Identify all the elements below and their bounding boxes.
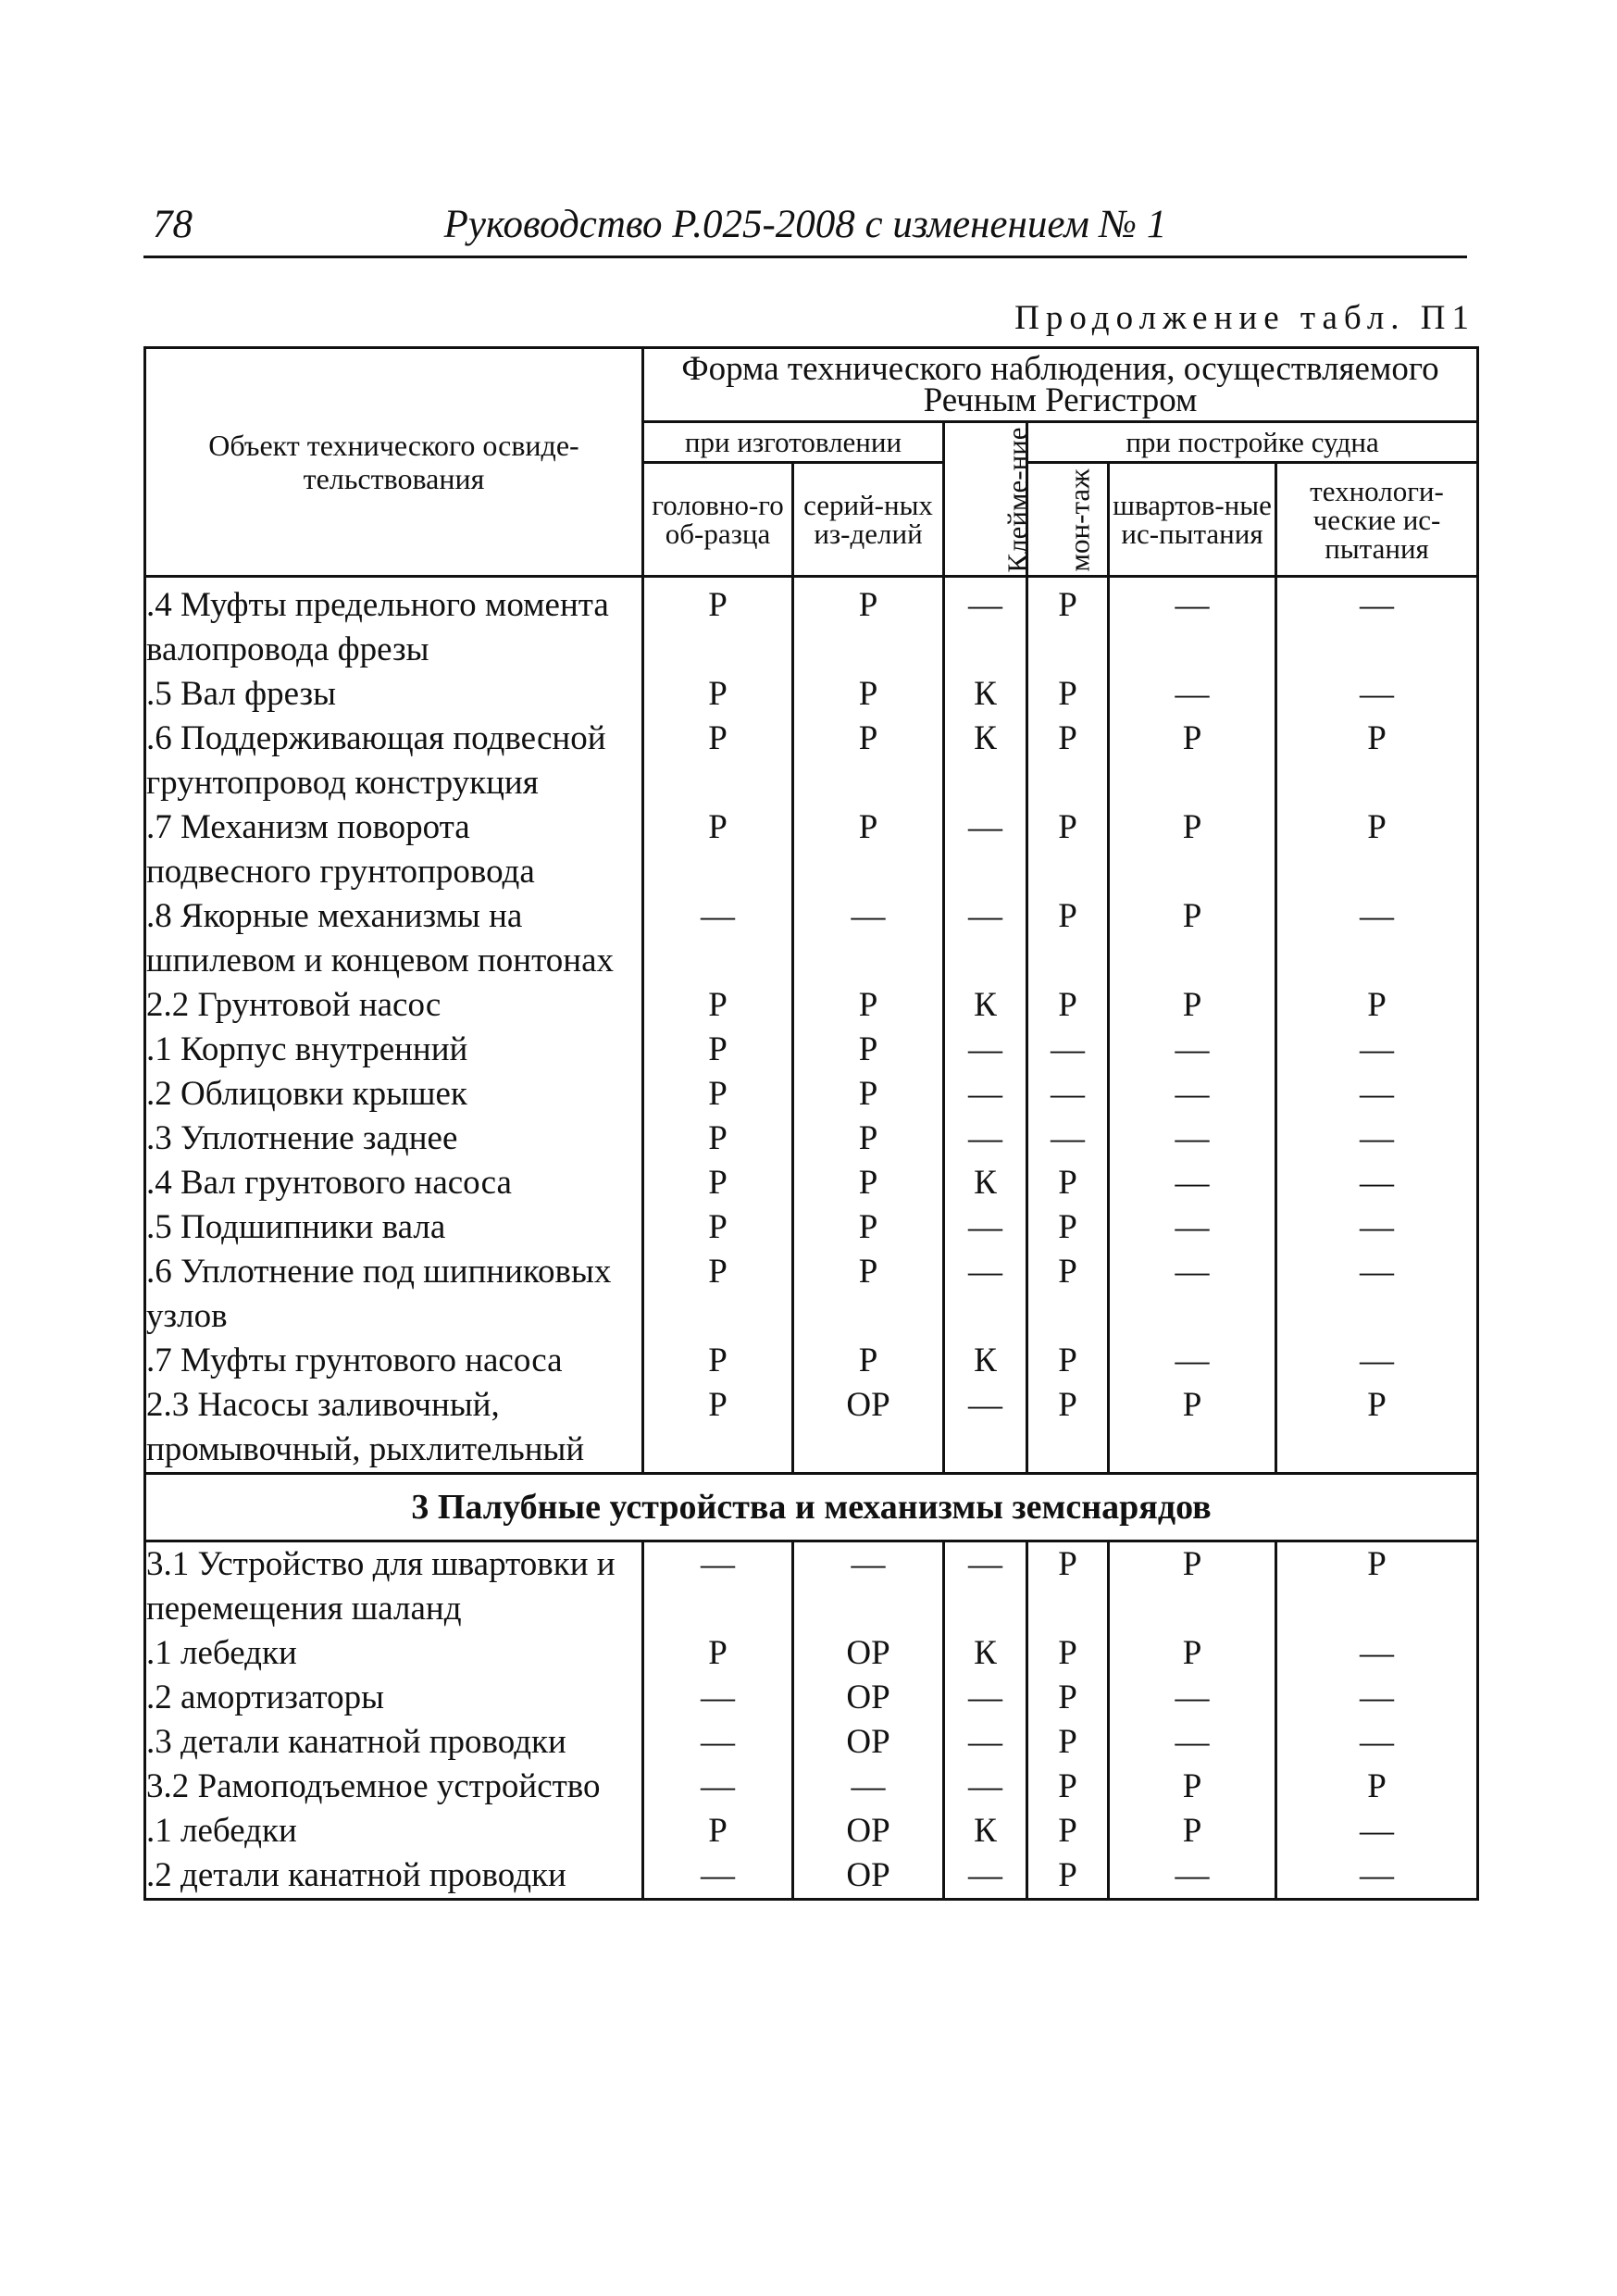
- row-value: Р: [1109, 1631, 1276, 1676]
- row-object-name: .5 Вал фрезы: [145, 672, 643, 717]
- row-object-name: 3.1 Устройство для швартовки и перемещения шаланд: [145, 1541, 643, 1632]
- row-value: Р: [643, 983, 793, 1028]
- row-value: —: [944, 1720, 1027, 1765]
- running-title: Руководство Р.025-2008 с изменением № 1: [443, 203, 1167, 246]
- row-value: Р: [643, 1250, 793, 1339]
- row-value: —: [1276, 1339, 1478, 1383]
- table-row: [145, 672, 1478, 717]
- row-value: Р: [1276, 1383, 1478, 1474]
- row-value: —: [944, 1541, 1027, 1632]
- row-value: —: [1109, 1117, 1276, 1161]
- row-value: —: [1276, 1028, 1478, 1072]
- row-value: —: [1276, 894, 1478, 983]
- row-value: Р: [1027, 805, 1109, 894]
- row-value: —: [1276, 1161, 1478, 1205]
- row-object-name: .6 Поддерживающая подвесной грунтопровод конструкция: [145, 717, 643, 805]
- row-value: —: [643, 1676, 793, 1720]
- row-value: Р: [1027, 983, 1109, 1028]
- row-value: Р: [643, 1205, 793, 1250]
- page-header: [143, 185, 1467, 258]
- table-row: [145, 1072, 1478, 1117]
- row-value: К: [944, 983, 1027, 1028]
- row-value: ОР: [793, 1676, 944, 1720]
- row-value: Р: [1027, 1161, 1109, 1205]
- row-value: —: [944, 577, 1027, 673]
- row-value: Р: [643, 1161, 793, 1205]
- row-value: —: [643, 894, 793, 983]
- table-row: [145, 1809, 1478, 1853]
- row-value: —: [1027, 1117, 1109, 1161]
- table-row: [145, 1631, 1478, 1676]
- table-continuation-caption: Продолжение табл. П1: [1014, 299, 1475, 337]
- row-value: —: [1109, 1072, 1276, 1117]
- stamp-header-label: Клейме-ние: [1001, 427, 1034, 573]
- row-value: Р: [1027, 577, 1109, 673]
- row-value: —: [1276, 1720, 1478, 1765]
- row-value: К: [944, 717, 1027, 805]
- row-value: Р: [793, 1117, 944, 1161]
- row-value: —: [944, 1117, 1027, 1161]
- section-row: [145, 1474, 1478, 1541]
- table-row: [145, 1720, 1478, 1765]
- manufacture-header: при изготовлении: [643, 422, 944, 463]
- row-value: ОР: [793, 1809, 944, 1853]
- row-value: —: [1109, 1028, 1276, 1072]
- row-value: —: [1109, 1720, 1276, 1765]
- row-object-name: .1 лебедки: [145, 1631, 643, 1676]
- row-value: —: [1276, 1809, 1478, 1853]
- row-value: Р: [643, 1809, 793, 1853]
- row-value: Р: [793, 1028, 944, 1072]
- row-value: —: [1276, 1631, 1478, 1676]
- row-value: ОР: [793, 1631, 944, 1676]
- row-value: Р: [1109, 805, 1276, 894]
- table-row: [145, 1339, 1478, 1383]
- row-value: —: [944, 1028, 1027, 1072]
- row-value: —: [1109, 1161, 1276, 1205]
- row-value: ОР: [793, 1853, 944, 1900]
- row-value: —: [1276, 672, 1478, 717]
- row-value: Р: [1027, 1383, 1109, 1474]
- col-mounting-label: мон-таж: [1063, 468, 1096, 572]
- stamp-header: [944, 422, 1034, 577]
- row-object-name: .8 Якорные механизмы на шпилевом и концевом понтонах: [145, 894, 643, 983]
- row-value: —: [1109, 1853, 1276, 1900]
- table-row: [145, 1028, 1478, 1072]
- row-value: —: [944, 805, 1027, 894]
- row-value: Р: [643, 717, 793, 805]
- row-value: —: [643, 1853, 793, 1900]
- row-value: Р: [793, 983, 944, 1028]
- row-value: —: [1276, 577, 1478, 673]
- table-row: [145, 983, 1478, 1028]
- row-value: —: [643, 1765, 793, 1809]
- row-value: —: [1109, 1676, 1276, 1720]
- row-object-name: .2 амортизаторы: [145, 1676, 643, 1720]
- row-value: Р: [643, 1339, 793, 1383]
- row-value: Р: [1276, 717, 1478, 805]
- row-object-name: .5 Подшипники вала: [145, 1205, 643, 1250]
- row-object-name: 2.3 Насосы заливочный, промывочный, рыхлительный: [145, 1383, 643, 1474]
- row-value: —: [793, 1765, 944, 1809]
- section-title: 3 Палубные устройства и механизмы земснарядов: [145, 1474, 1478, 1541]
- row-object-name: .1 Корпус внутренний: [145, 1028, 643, 1072]
- row-value: —: [1276, 1117, 1478, 1161]
- row-value: —: [1276, 1205, 1478, 1250]
- row-value: ОР: [793, 1720, 944, 1765]
- row-value: —: [793, 894, 944, 983]
- table-row: [145, 1383, 1478, 1474]
- row-value: ОР: [793, 1383, 944, 1474]
- inspection-table: [143, 346, 1479, 1901]
- table-row: [145, 1205, 1478, 1250]
- col-mounting: [1027, 463, 1109, 577]
- row-value: Р: [793, 1161, 944, 1205]
- row-value: Р: [793, 1250, 944, 1339]
- row-value: Р: [1109, 1809, 1276, 1853]
- row-value: Р: [793, 1339, 944, 1383]
- row-value: Р: [1109, 983, 1276, 1028]
- row-value: —: [944, 1676, 1027, 1720]
- table-row: [145, 1250, 1478, 1339]
- row-value: Р: [1027, 1205, 1109, 1250]
- construction-header: при постройке судна: [1027, 422, 1478, 463]
- row-value: —: [944, 1765, 1027, 1809]
- row-value: Р: [1109, 1541, 1276, 1632]
- row-value: Р: [1276, 805, 1478, 894]
- col-mooring-tests: швартов-ные ис-пытания: [1109, 463, 1276, 577]
- row-value: —: [944, 1853, 1027, 1900]
- row-value: —: [1276, 1072, 1478, 1117]
- row-object-name: 3.2 Рамоподъемное устройство: [145, 1765, 643, 1809]
- row-value: —: [1109, 1250, 1276, 1339]
- row-value: —: [793, 1541, 944, 1632]
- row-value: Р: [793, 577, 944, 673]
- row-object-name: .3 Уплотнение заднее: [145, 1117, 643, 1161]
- row-value: Р: [643, 1072, 793, 1117]
- row-value: Р: [1027, 1765, 1109, 1809]
- row-object-name: .7 Механизм поворота подвесного грунтопровода: [145, 805, 643, 894]
- table-row: [145, 1541, 1478, 1632]
- row-value: Р: [643, 1028, 793, 1072]
- row-value: Р: [643, 577, 793, 673]
- row-object-name: .4 Вал грунтового насоса: [145, 1161, 643, 1205]
- row-value: —: [643, 1720, 793, 1765]
- row-value: —: [1276, 1250, 1478, 1339]
- row-value: —: [944, 1205, 1027, 1250]
- row-value: К: [944, 1809, 1027, 1853]
- table-row: [145, 577, 1478, 673]
- row-value: Р: [1109, 1765, 1276, 1809]
- row-value: —: [1276, 1676, 1478, 1720]
- col-head-sample: головно-го об-разца: [643, 463, 793, 577]
- row-object-name: .7 Муфты грунтового насоса: [145, 1339, 643, 1383]
- row-value: К: [944, 672, 1027, 717]
- row-value: Р: [793, 1205, 944, 1250]
- row-value: —: [944, 894, 1027, 983]
- row-value: Р: [1027, 1541, 1109, 1632]
- row-value: —: [1027, 1072, 1109, 1117]
- row-value: —: [643, 1541, 793, 1632]
- row-value: К: [944, 1161, 1027, 1205]
- row-value: Р: [1109, 1383, 1276, 1474]
- row-value: Р: [643, 672, 793, 717]
- row-value: Р: [793, 672, 944, 717]
- table-row: [145, 894, 1478, 983]
- row-value: Р: [793, 1072, 944, 1117]
- object-column-header: Объект технического освиде-тельствования: [145, 348, 643, 577]
- row-value: Р: [643, 1383, 793, 1474]
- table-row: [145, 805, 1478, 894]
- row-value: Р: [1027, 1853, 1109, 1900]
- row-object-name: .2 детали канатной проводки: [145, 1853, 643, 1900]
- row-value: Р: [643, 1117, 793, 1161]
- col-serial: серий-ных из-делий: [793, 463, 944, 577]
- table-row: [145, 1161, 1478, 1205]
- row-value: К: [944, 1339, 1027, 1383]
- row-value: Р: [643, 805, 793, 894]
- table-row: [145, 1853, 1478, 1900]
- row-value: —: [1109, 1339, 1276, 1383]
- table-row: [145, 1117, 1478, 1161]
- row-value: Р: [643, 1631, 793, 1676]
- row-value: Р: [1276, 1765, 1478, 1809]
- row-value: —: [1276, 1853, 1478, 1900]
- row-value: Р: [1027, 717, 1109, 805]
- row-value: Р: [1109, 894, 1276, 983]
- row-value: —: [944, 1383, 1027, 1474]
- row-object-name: .3 детали канатной проводки: [145, 1720, 643, 1765]
- row-value: Р: [1027, 1809, 1109, 1853]
- table-row: [145, 717, 1478, 805]
- row-object-name: .1 лебедки: [145, 1809, 643, 1853]
- row-value: Р: [1109, 717, 1276, 805]
- col-tech-tests: технологи-ческие ис-пытания: [1276, 463, 1478, 577]
- row-object-name: .2 Облицовки крышек: [145, 1072, 643, 1117]
- row-object-name: .6 Уплотнение под шипниковых узлов: [145, 1250, 643, 1339]
- row-value: Р: [1027, 1250, 1109, 1339]
- row-object-name: 2.2 Грунтовой насос: [145, 983, 643, 1028]
- row-value: Р: [793, 805, 944, 894]
- page-number: 78: [153, 203, 193, 246]
- row-value: —: [944, 1072, 1027, 1117]
- group-header: Форма технического наблюдения, осуществляемого Речным Регистром: [643, 348, 1478, 422]
- row-value: —: [1109, 672, 1276, 717]
- row-value: Р: [1027, 894, 1109, 983]
- row-value: К: [944, 1631, 1027, 1676]
- row-object-name: .4 Муфты предельного момента валопровода фрезы: [145, 577, 643, 673]
- row-value: Р: [1027, 1720, 1109, 1765]
- row-value: Р: [1027, 672, 1109, 717]
- row-value: —: [1109, 577, 1276, 673]
- row-value: Р: [1276, 1541, 1478, 1632]
- row-value: Р: [793, 717, 944, 805]
- row-value: —: [1109, 1205, 1276, 1250]
- row-value: —: [944, 1250, 1027, 1339]
- row-value: Р: [1027, 1676, 1109, 1720]
- table-row: [145, 1676, 1478, 1720]
- row-value: Р: [1027, 1339, 1109, 1383]
- row-value: Р: [1027, 1631, 1109, 1676]
- table-row: [145, 1765, 1478, 1809]
- row-value: —: [1027, 1028, 1109, 1072]
- row-value: Р: [1276, 983, 1478, 1028]
